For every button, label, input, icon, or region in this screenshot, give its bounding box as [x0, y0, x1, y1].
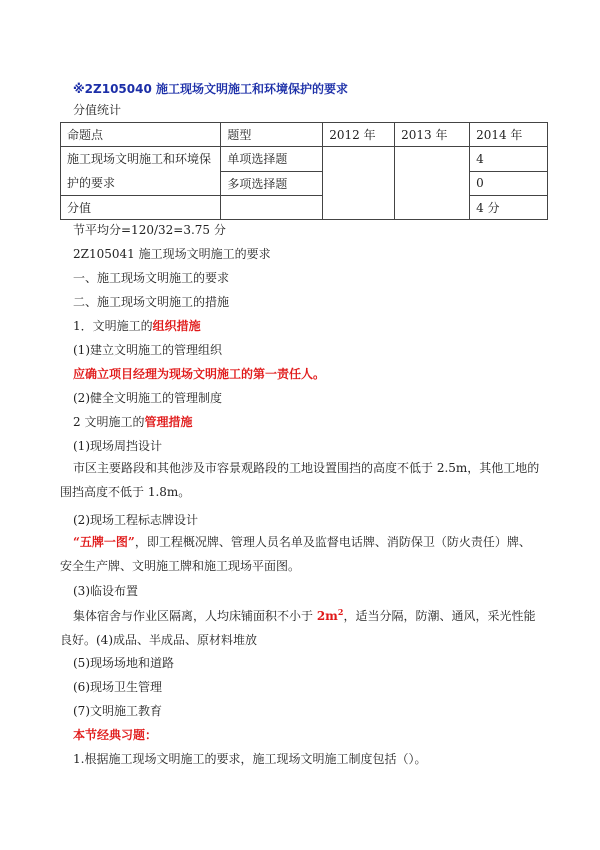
area-superscript: 2: [337, 607, 344, 617]
measure-2-highlight: 管理措施: [144, 415, 193, 429]
score-label-cell: 分值: [61, 196, 221, 220]
dormitory-paragraph: [60, 600, 540, 652]
empty-cell: [221, 196, 323, 220]
signboard-paragraph: [60, 530, 540, 578]
measure-2-item-1: (1)现场周挡设计: [73, 439, 162, 453]
topic-cell: 施工现场文明施工和环境保护的要求: [61, 147, 221, 196]
item-one: 一、施工现场文明施工的要求: [73, 271, 230, 285]
cell-2012: [323, 147, 395, 220]
sub-title: 2Z105041 施工现场文明施工的要求: [73, 247, 271, 261]
table-score-row: [61, 196, 548, 220]
measure-1-prefix: 1．文明施工的: [73, 319, 153, 333]
five-boards-highlight: “五牌一图”: [73, 535, 135, 549]
measure-1-item-1: (1)建立文明施工的管理组织: [73, 343, 222, 357]
area-highlight: [317, 609, 344, 623]
header-2012: 2012 年: [323, 123, 395, 147]
header-topic: 命题点: [61, 123, 221, 147]
measure-2-item-3: (3)临设布置: [73, 584, 138, 598]
dormitory-text-a: 集体宿舍与作业区隔离，人均床铺面积不小于: [73, 609, 317, 623]
measure-2-heading: [73, 414, 192, 430]
table-row: [61, 147, 548, 172]
cell-2014: 4: [470, 147, 548, 172]
type-cell: 单项选择题: [221, 147, 323, 172]
measure-2-prefix: 2 文明施工的: [73, 415, 145, 429]
header-2013: 2013 年: [395, 123, 470, 147]
score-table: [60, 122, 548, 220]
section-title: ※2Z105040 施工现场文明施工和环境保护的要求: [73, 82, 348, 96]
score-stats-label: 分值统计: [73, 103, 122, 117]
cell-2013: [395, 147, 470, 220]
measure-2-item-6: (6)现场卫生管理: [73, 680, 162, 694]
signboard-text: ，即工程概况牌、管理人员名单及监督电话牌、消防保卫（防火责任）牌、安全生产牌、文明施工牌和施工现场平面图。: [60, 535, 531, 573]
measure-2-item-7: (7)文明施工教育: [73, 704, 162, 718]
measure-2-item-5: (5)现场场地和道路: [73, 656, 174, 670]
measure-1-highlight: 组织措施: [152, 319, 201, 333]
item-two: 二、施工现场文明施工的措施: [73, 295, 230, 309]
dormitory-text-b: ，适当分隔，防潮、通风，采光性能良好。(4)成品、半成品、原材料堆放: [60, 609, 536, 647]
table-header-row: [61, 123, 548, 147]
question-1: 1.根据施工现场文明施工的要求，施工现场文明施工制度包括（）。: [73, 752, 427, 766]
measure-1-item-2: (2)健全文明施工的管理制度: [73, 391, 222, 405]
avg-score-line: 节平均分=120/32=3.75 分: [73, 223, 226, 237]
type-cell: 多项选择题: [221, 171, 323, 196]
score-2014-cell: 4 分: [470, 196, 548, 220]
header-2014: 2014 年: [470, 123, 548, 147]
cell-2014: 0: [470, 171, 548, 196]
area-value: 2m: [316, 609, 338, 623]
measure-1-heading: [73, 318, 201, 334]
measure-2-item-2: (2)现场工程标志牌设计: [73, 513, 198, 527]
fence-paragraph: 市区主要路段和其他涉及市容景观路段的工地设置围挡的高度不低于 2.5m，其他工地的围挡高度不低于 1.8m。: [60, 461, 540, 499]
exercise-title: 本节经典习题：: [73, 728, 158, 742]
header-type: 题型: [221, 123, 323, 147]
key-point-line: 应确立项目经理为现场文明施工的第一责任人。: [73, 367, 326, 381]
